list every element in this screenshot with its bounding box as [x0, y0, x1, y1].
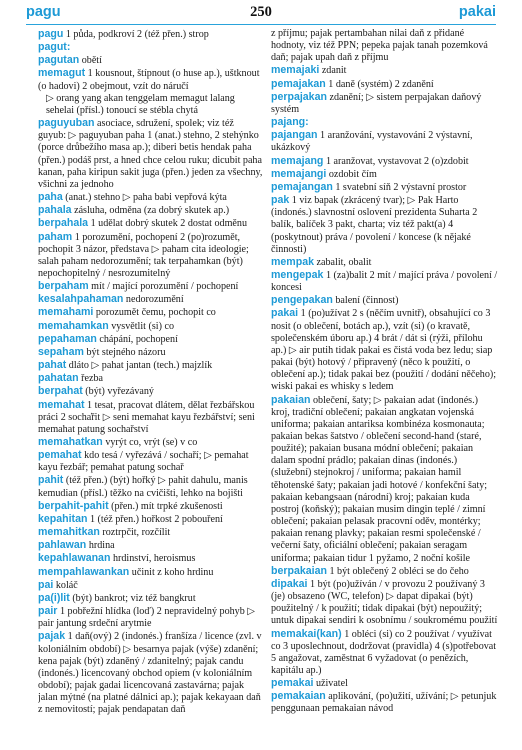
dictionary-entry	[38, 41, 263, 54]
entry-definition: (přen.) mít trpké zkušenosti	[111, 500, 223, 512]
entry-definition: 1 daně (systém) 2 zdanění	[328, 78, 434, 90]
dictionary-entry	[38, 217, 263, 230]
entry-first-line	[271, 78, 499, 91]
entry-definition: 1 tesat, pracovat dlátem, dělat řezbářskou práci 2 socha̍řit ▷ seni memahat kayu řezbářství; seni memahat patung sochařství	[38, 399, 255, 435]
dictionary-entry	[271, 194, 499, 256]
entry-headword: pemakai	[271, 677, 314, 690]
header-first-entry: pagu	[26, 4, 61, 20]
entry-headword: pemajakan	[271, 77, 326, 90]
entry-definition: porozumět čemu, pochopit co	[95, 307, 216, 319]
entry-headword: perpajakan	[271, 90, 327, 103]
entry-headword: memahamkan	[38, 319, 109, 332]
entry-first-line	[271, 394, 499, 565]
entry-headword: kesalahpahaman	[38, 293, 124, 306]
dictionary-entry	[38, 306, 263, 319]
entry-definition: hrdinství, heroismus	[112, 553, 196, 565]
entry-definition: z příjmu; pajak pertambahan nilai daň z přidané hodnoty, viz též PPN; pepeka pajak tanah pozemková daň; pajak upah daň z příjmu	[271, 28, 488, 64]
dictionary-entry	[38, 359, 263, 372]
dictionary-entry	[271, 677, 499, 690]
dictionary-entry	[271, 91, 499, 116]
entry-definition: obětí	[81, 55, 102, 67]
entry-first-line	[38, 552, 263, 565]
dictionary-entry	[38, 500, 263, 513]
dictionary-entry	[38, 474, 263, 499]
entry-headword: kepahitan	[38, 512, 88, 525]
entry-definition: 1 kousnout, štípnout (o huse ap.), uštknout (o hadovi) 2 obejmout, vzít do náručí	[38, 68, 260, 92]
entry-first-line	[38, 592, 263, 605]
entry-first-line	[271, 307, 499, 393]
entry-definition: 1 aranžování, vystavování 2 výstavní, ukázkový	[271, 130, 473, 154]
entry-first-line	[38, 306, 263, 319]
dictionary-entry	[38, 67, 263, 117]
page-header	[26, 2, 496, 25]
dictionary-entry	[38, 539, 263, 552]
entry-headword: pahala	[38, 204, 72, 217]
entry-headword: memahitkan	[38, 526, 100, 539]
entry-definition: (též přen.) (být) hořký ▷ pahit dahulu, manis kemudian (přísl.) těžko na cvičišti, lehko na bojišti	[38, 475, 248, 499]
entry-definition: 1 (též přen.) hořkost 2 pobouření	[89, 513, 223, 525]
entry-first-line	[38, 630, 263, 716]
entry-first-line	[271, 294, 499, 307]
entry-headword: mengepak	[271, 268, 324, 281]
entry-first-line	[271, 168, 499, 181]
dictionary-entry	[271, 565, 499, 578]
entry-headword: pagu	[38, 28, 64, 40]
entry-definition: učinit z koho hrdinu	[131, 566, 214, 578]
entry-definition: 1 aranžovat, vystavovat 2 (o)zdobit	[325, 155, 469, 167]
dictionary-entry	[38, 526, 263, 539]
entry-headword: pahat	[38, 359, 67, 372]
entry-headword: memajang	[271, 154, 324, 167]
entry-headword: berpakaian	[271, 564, 327, 577]
entry-first-line	[38, 28, 263, 41]
entry-first-line	[271, 677, 499, 690]
dictionary-entry	[271, 168, 499, 181]
entry-first-line	[271, 155, 499, 168]
entry-headword: pengepakan	[271, 294, 333, 307]
entry-headword: memagut	[38, 67, 86, 80]
dictionary-entry	[271, 78, 499, 91]
entry-headword: berpahat	[38, 385, 83, 398]
entry-definition: 1 daň(ový) 2 (indonés.) franšíza / licence (zvl. v koloniálním období) ▷ besarnya pajak (výše) zdanění; kena pajak (být) zdaněný / zdanitelný; pajak candu (indonés.) licencovaný obchod opiem (v koloniálním období); pajak gadai licencovaná zastavárna; pajak jalan mýtné (na platné dálnici ap.); pajak kekayaan daň z nemovitostí; pajak pendapatan daň	[38, 631, 262, 716]
entry-definition: 1 obléci (si) co 2 používat / využívat co 3 uposlechnout, dodržovat (pravidla) 4 (s)potřebovat 5 angažovat, zaměstnat 6 vyžadovat (o penězích, kapitálu ap.)	[271, 628, 497, 676]
entry-definition: řezba	[81, 373, 104, 385]
entry-headword: memahatkan	[38, 436, 103, 448]
entry-subline: ▷ orang yang akan tenggelam memagut lalang sehelai (přísl.) tonoucí se stébla chytá	[46, 92, 235, 116]
dictionary-entry	[38, 204, 263, 217]
entry-headword: pajangan	[271, 129, 318, 142]
dictionary-entry	[38, 293, 263, 306]
entry-definition: 1 být oblečený 2 obléci se do čeho	[329, 565, 469, 577]
entry-definition: vyrýt co, vrýt (se) v co	[105, 437, 198, 448]
entry-first-line	[271, 91, 499, 116]
entry-first-line	[38, 191, 263, 204]
dictionary-entry	[38, 333, 263, 346]
dictionary-entry	[38, 372, 263, 385]
entry-definition: balení (činnost)	[335, 295, 399, 307]
entry-headword: pemajangan	[271, 180, 333, 193]
entry-headword: pajak	[38, 630, 66, 643]
entry-headword: paguyuban	[38, 117, 95, 130]
entry-first-line	[38, 333, 263, 346]
dictionary-entry	[271, 64, 499, 77]
entry-headword: pagut:	[38, 41, 71, 54]
entry-headword: sepaham	[38, 345, 84, 358]
entry-first-line	[38, 372, 263, 385]
dictionary-entry	[38, 630, 263, 716]
dictionary-entry	[271, 628, 499, 678]
entry-first-line	[38, 385, 263, 398]
entry-headword: mempahlawankan	[38, 565, 130, 578]
entry-headword: pahlawan	[38, 539, 87, 552]
dictionary-entry	[38, 566, 263, 579]
entry-first-line	[38, 204, 263, 217]
dictionary-entry	[38, 191, 263, 204]
entry-headword: berpahala	[38, 217, 89, 230]
entry-definition: 1 viz bapak (zkrácený tvar); ▷ Pak Harto (indonés.) slavnostní oslovení prezidenta Suharta 2 balík, balíček 3 pakt, charta; viz též pakt(a) 4 (poskytnout) práva / povolení / koncese (k nějaké činnosti)	[271, 195, 478, 255]
entry-headword: memajangi	[271, 167, 327, 180]
entry-definition: zásluha, odměna (za dobrý skutek ap.)	[74, 205, 230, 217]
entry-headword: pahit	[38, 474, 64, 487]
dictionary-entry	[38, 280, 263, 293]
entry-headword: paha	[38, 191, 63, 204]
entry-first-line	[38, 436, 263, 449]
dictionary-entry	[271, 116, 499, 129]
entry-first-line	[38, 566, 263, 579]
entry-definition: uživatel	[315, 678, 348, 690]
dictionary-entry	[38, 579, 263, 592]
entry-first-line	[271, 194, 499, 256]
entry-first-line	[271, 181, 499, 194]
entry-first-line	[38, 231, 263, 281]
entry-headword: pai	[38, 578, 54, 591]
entry-definition: 1 být (po)užíván / v provozu 2 používaný 3 (je) obsazeno (WC, telefon) ▷ dapat dipakai (být) použitelný / k použití; tidak dipakai (být) nepoužitý; untuk dipakai sendiri k osobnímu / soukromému použití	[271, 578, 498, 627]
entry-first-line	[271, 578, 499, 628]
dictionary-entry	[271, 294, 499, 307]
entry-first-line	[38, 500, 263, 513]
entry-definition: 1 svatební síň 2 výstavní prostor	[335, 181, 467, 193]
dictionary-entry	[271, 129, 499, 154]
right-column	[271, 28, 499, 746]
entry-first-line	[38, 359, 263, 372]
entry-first-line	[38, 117, 263, 191]
entry-first-line	[38, 513, 263, 526]
entry-definition: aplikování, (po)užití, užívání; ▷ petunjuk penggunaan pemakaian návod	[271, 691, 497, 715]
entry-definition: hrdina	[88, 540, 115, 552]
dictionary-entry	[271, 155, 499, 168]
entry-definition: ozdobit čím	[328, 168, 377, 180]
entry-first-line	[38, 320, 263, 333]
entry-definition: vysvětlit (si) co	[111, 320, 174, 332]
entry-headword: berpahit-pahit	[38, 499, 109, 512]
entry-definition: oblečení, šaty; ▷ pakaian adat (indonés.) kroj, tradiční oblečení; pakaian angkatan vojenská uniforma; pakaian antariksa kombinéza kosmonauta; pakaian bekas šatstvo / oblečení second-hand (staré, použité); pakaian busana módní oblečení; pakaian dalam spodní prádlo; pakaian dinas (indonés.) (služební) stejnokroj / uniforma; pakaian hamil těhotenské šaty; pakaian jadi hotové / konfekční šaty; pakaian kebangsaan (národní) kroj; pakaian kuda postroj (koňský); pakaian musim dingin teplé / zimní oblečení; pakaian pelasak pracovní oděv, montérky; pakaian renang plavky; pakaian resmi společenské / večerní šaty, oficiální oblečení; pakaian seragam uniforma; pakaian tidur 1 pyžamo, 2 noční košile	[271, 394, 488, 564]
dictionary-entry	[38, 552, 263, 565]
entry-first-line	[271, 116, 499, 129]
entry-headword: pajang:	[271, 116, 309, 129]
entry-definition: 1 udělat dobrý skutek 2 dostat odměnu	[90, 218, 248, 230]
dictionary-entry	[38, 117, 263, 191]
entry-definition: 1 půda, podkroví 2 (též přen.) strop	[65, 29, 209, 40]
entry-definition: kdo tesá / vyřezává / sochaří; ▷ pemahat kayu řezbář; pemahat patung sochař	[38, 450, 249, 474]
entry-headword: memajaki	[271, 64, 320, 77]
entry-first-line	[38, 526, 263, 539]
entry-definition: nedorozumění	[125, 294, 184, 306]
entry-headword: pakai	[271, 307, 299, 320]
dictionary-entry	[38, 385, 263, 398]
entry-first-line	[38, 399, 263, 436]
entry-first-line	[271, 628, 499, 678]
entry-first-line	[271, 565, 499, 578]
entry-definition: mít / mající porozumění / pochopení	[91, 281, 239, 293]
entry-headword: berpaham	[38, 280, 89, 293]
entry-headword: pakaian	[271, 393, 311, 406]
entry-headword: kepahlawanan	[38, 552, 111, 565]
entry-definition: 1 porozumění, pochopení 2 (po)rozumět, pochopit 3 názor, představa ▷ paham cita ideologie; salah paham nedorozumění; tak terpahamkan (být) nepochopitelný / nesrozumitelný	[38, 231, 249, 279]
entry-definition: chápání, pochopení	[99, 333, 178, 345]
dictionary-entry	[271, 256, 499, 269]
entry-first-line	[271, 690, 499, 715]
entry-headword: memahat	[38, 398, 85, 411]
dictionary-entry	[38, 605, 263, 630]
entry-headword: pepahaman	[38, 332, 97, 345]
entry-first-line	[38, 67, 263, 92]
dictionary-entry	[38, 449, 263, 474]
entry-headword: pemahat	[38, 449, 82, 462]
dictionary-entry	[271, 394, 499, 565]
entry-headword: memahami	[38, 306, 94, 319]
entry-headword: pemakaian	[271, 690, 326, 703]
entry-first-line	[38, 449, 263, 474]
entry-headword: pair	[38, 605, 58, 618]
entry-definition: roztrpčit, rozčílit	[102, 527, 171, 539]
entry-first-line	[271, 28, 499, 64]
dictionary-entry	[271, 28, 499, 64]
entry-first-line	[38, 293, 263, 306]
entry-definition: být stejného názoru	[86, 346, 166, 358]
entry-first-line	[38, 474, 263, 499]
entry-first-line	[271, 269, 499, 294]
entry-headword: pak	[271, 194, 290, 207]
entry-first-line	[38, 605, 263, 630]
entry-headword: dipakai	[271, 577, 308, 590]
entry-first-line	[38, 217, 263, 230]
dictionary-entry	[271, 181, 499, 194]
entry-first-line	[271, 64, 499, 77]
dictionary-entry	[38, 592, 263, 605]
entry-definition: (být) bankrot; viz též bangkrut	[72, 592, 196, 604]
entry-definition: 1 (za)balit 2 mít / mající práva / povolení / koncesi	[271, 269, 498, 294]
entry-headword: pahatan	[38, 372, 79, 385]
entry-headword: mempak	[271, 255, 314, 268]
page-number: 250	[250, 4, 272, 20]
dictionary-entry	[38, 399, 263, 436]
entry-definition: koláč	[55, 579, 78, 591]
dictionary-entry	[38, 436, 263, 449]
entry-first-line	[38, 579, 263, 592]
entry-definition: 1 (po)užívat 2 s (něčím uvnitř), obsahující co 3 nosit (o oblečení, botách ap.), vzít (si) (o kravatě, společenském úboru ap.) 4 brát / dát si (rýži, přílohu ap.) ▷ air putih tidak pakai es čistá voda bez ledu; siap pakai (být) hotový / připravený (něco k použití, o oblečení ap.); tidak pakai bez (použití / dodání něčeho); wiski pakai es whisky s ledem	[271, 308, 497, 393]
entry-headword: memakai(kan)	[271, 627, 342, 640]
dictionary-entry	[38, 28, 263, 41]
dictionary-entry	[271, 307, 499, 393]
entry-definition: asociace, sdružení, spolek; viz též guyub: ▷ paguyuban paha 1 (anat.) stehno, 2 stehýnko (porce drůbežího masa ap.); diberi betis hendak paha (přen.) podáš prst, a hned chce celou ruku; dicubit paha kanan, paha kiripun sakit juga (přen.) jeden za všechny, všichni za jednoho	[38, 118, 263, 190]
entry-first-line	[38, 54, 263, 67]
entry-first-line	[38, 41, 263, 54]
entry-definition: dláto ▷ pahat jantan (tech.) majzlík	[68, 360, 213, 372]
entry-first-line	[271, 129, 499, 154]
entry-headword: pagutan	[38, 54, 80, 67]
entry-first-line	[38, 280, 263, 293]
entry-first-line	[271, 256, 499, 269]
entry-definition: 1 pobřežní hlídka (loď) 2 nepravidelný pohyb ▷ pair jantung srdeční arytmie	[38, 606, 256, 630]
entry-definition: zabalit, obalit	[316, 256, 372, 268]
dictionary-entry	[38, 54, 263, 67]
dictionary-entry	[271, 578, 499, 628]
entry-definition: zdanění; ▷ sistem perpajakan daňový systém	[271, 91, 482, 115]
entry-definition: zdanit	[321, 65, 347, 77]
dictionary-entry	[271, 269, 499, 294]
entry-first-line	[38, 539, 263, 552]
entry-definition: (být) vyřezávaný	[85, 386, 154, 398]
dictionary-entry	[38, 231, 263, 281]
dictionary-entry	[38, 320, 263, 333]
entry-first-line	[38, 346, 263, 359]
dictionary-entry	[38, 513, 263, 526]
header-last-entry: pakai	[458, 4, 496, 20]
entry-definition: (anat.) stehno ▷ paha babi vepřová kýta	[65, 192, 227, 204]
dictionary-entry	[38, 346, 263, 359]
left-column	[38, 28, 263, 746]
entry-headword: pa(i)lit	[38, 591, 70, 604]
entry-headword: paham	[38, 230, 73, 243]
dictionary-entry	[271, 690, 499, 715]
